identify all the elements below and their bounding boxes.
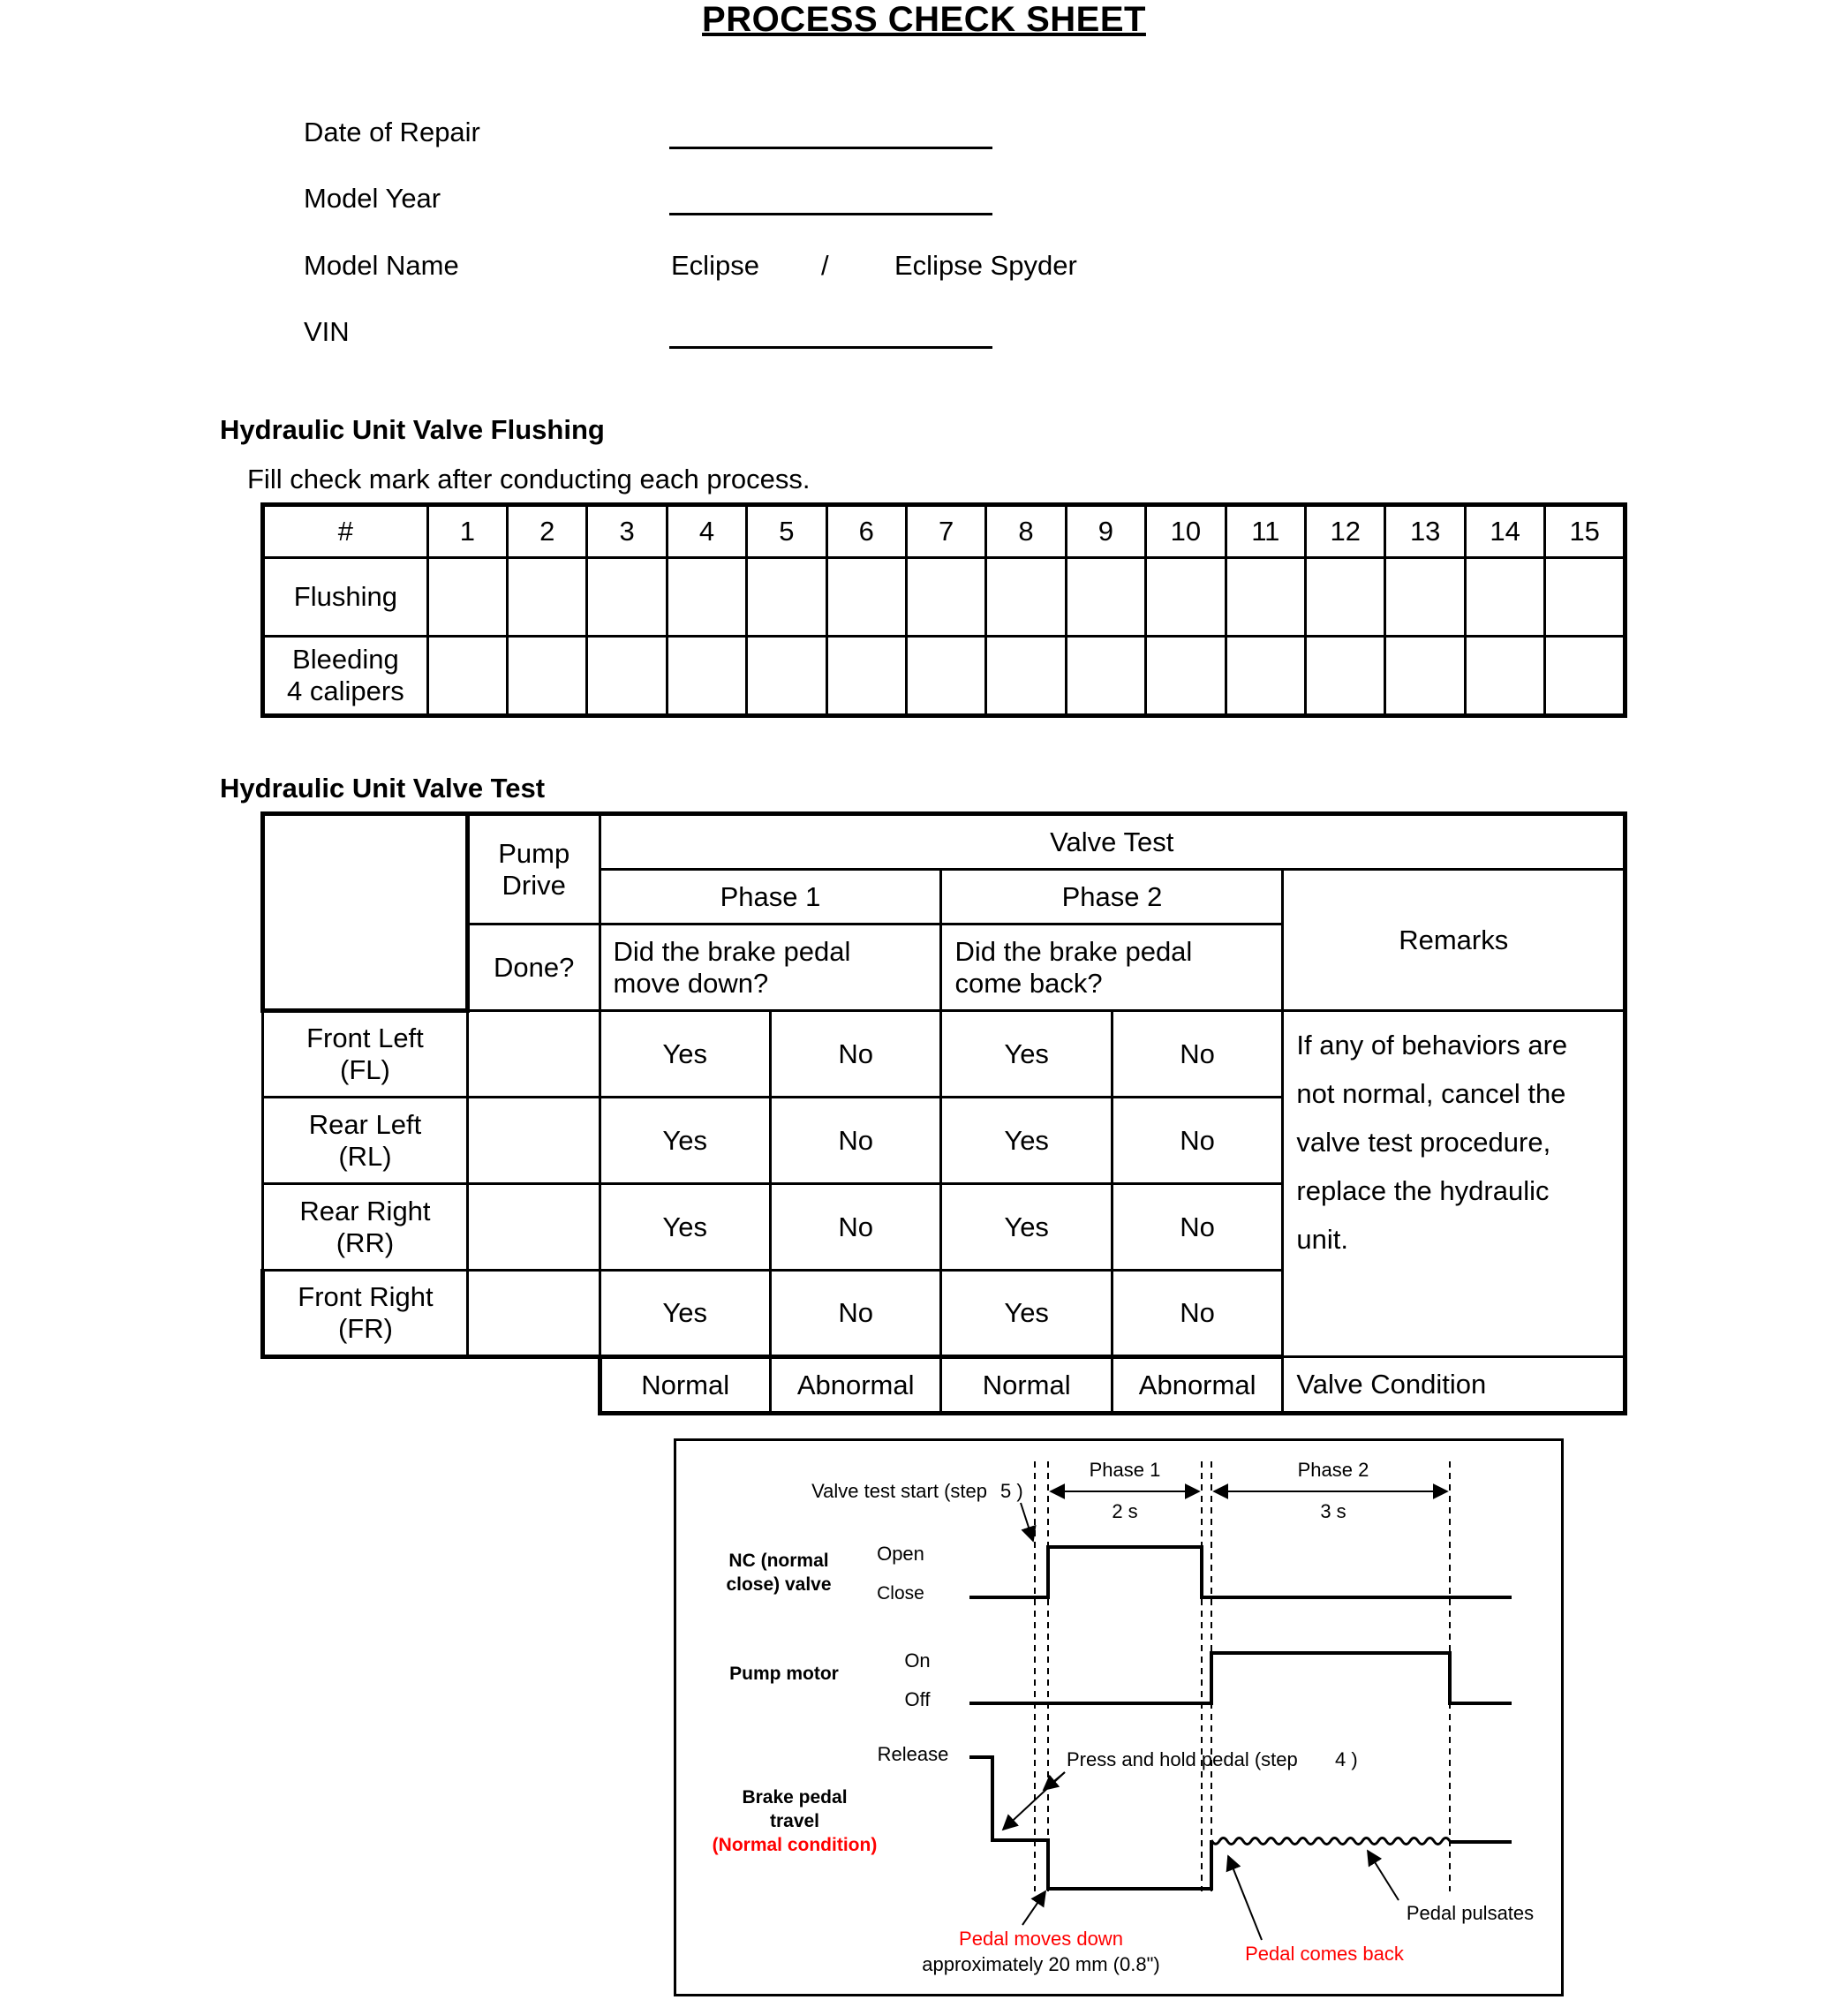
check-cell[interactable] [427,558,507,637]
check-cell[interactable] [1545,637,1625,716]
wheel-label [263,1011,468,1098]
remarks-line: If any of behaviors are [1296,1030,1568,1060]
phase2-no[interactable]: No [1112,1011,1283,1098]
done-header: Done? [467,925,600,1011]
press-hold-step: 4 ) [1335,1748,1358,1770]
off-label: Off [904,1688,931,1710]
phase2-question [941,925,1283,1011]
check-cell[interactable] [1385,558,1465,637]
wheel-code: (FR) [337,1313,393,1344]
phase1-question [600,925,941,1011]
phase1-yes[interactable]: Yes [600,1271,770,1357]
pump-drive-line2: Drive [502,869,566,901]
bleeding-label-line2: 4 calipers [287,675,404,706]
pedal-back-arrow [1228,1856,1262,1940]
flushing-header-row [263,505,1625,558]
wheel-row-fl [263,1011,1625,1098]
blank-corner [263,814,468,1011]
check-cell[interactable] [1306,558,1385,637]
done-check-cell[interactable] [467,1011,600,1098]
phase2-time: 3 s [1320,1500,1346,1522]
column-header: 3 [587,505,667,558]
column-header: 4 [667,505,746,558]
column-header: 2 [508,505,587,558]
bleeding-label-line1: Bleeding [292,644,399,675]
phase1-question-line1: Did the brake pedal [613,935,851,967]
remarks-line: unit. [1296,1224,1349,1255]
check-cell[interactable] [747,637,826,716]
phase2-question-line1: Did the brake pedal [954,935,1193,967]
wheel-label [263,1184,468,1271]
column-header: 10 [1146,505,1226,558]
phase2-yes[interactable]: Yes [941,1271,1112,1357]
model-option-eclipse[interactable]: Eclipse [671,250,759,281]
brake-pedal-signal [969,1757,1211,1889]
check-cell[interactable] [1226,637,1305,716]
phase1-yes[interactable]: Yes [600,1098,770,1184]
pedal-down-sub: approximately 20 mm (0.8") [922,1953,1160,1975]
check-cell[interactable] [1066,558,1145,637]
bleeding-row-label [263,637,428,716]
phase1-yes[interactable]: Yes [600,1011,770,1098]
check-cell[interactable] [906,558,985,637]
check-cell[interactable] [667,558,746,637]
check-cell[interactable] [1146,637,1226,716]
dashed-guides [1035,1461,1450,1891]
valve-start-arrow [1021,1503,1033,1541]
check-cell[interactable] [508,637,587,716]
phase2-header: Phase 2 [941,870,1283,925]
press-hold-label: Press and hold pedal (step [1067,1748,1298,1770]
pedal-down-label: Pedal moves down [959,1928,1123,1950]
bleeding-row [263,637,1625,716]
phase2-no[interactable]: No [1112,1098,1283,1184]
pulsates-arrow [1368,1851,1399,1900]
check-cell[interactable] [1385,637,1465,716]
wheel-name: Front Right [298,1281,434,1312]
column-header: 5 [747,505,826,558]
pump-motor-label: Pump motor [729,1664,839,1684]
close-label: Close [877,1583,924,1604]
column-header: 11 [1226,505,1305,558]
model-name-label: Model Name [304,250,459,281]
phase2-label: Phase 2 [1297,1459,1369,1481]
wheel-code: (RL) [338,1140,392,1172]
phase2-no[interactable]: No [1112,1184,1283,1271]
flushing-row [263,558,1625,637]
press-hold-arrow-2 [1044,1772,1065,1790]
check-cell[interactable] [587,558,667,637]
remarks-header: Remarks [1283,870,1625,1011]
check-cell[interactable] [1545,558,1625,637]
pedal-down-arrow [1022,1891,1045,1925]
page-title: PROCESS CHECK SHEET [702,0,1146,39]
on-label: On [904,1649,931,1672]
flushing-heading: Hydraulic Unit Valve Flushing [220,414,605,445]
pump-drive-line1: Pump [498,837,570,869]
check-cell[interactable] [747,558,826,637]
valve-test-table [260,811,1627,1415]
remarks-line: replace the hydraulic [1296,1175,1550,1206]
check-cell[interactable] [1066,637,1145,716]
phase1-header: Phase 1 [600,870,941,925]
phase1-question-line2: move down? [613,967,769,999]
valve-start-label: Valve test start (step [811,1480,987,1502]
wheel-code: (RR) [336,1226,395,1258]
pedal-pulse-wave [1211,1838,1450,1845]
valve-test-row-a [263,814,1625,870]
valve-test-heading: Hydraulic Unit Valve Test [220,773,546,804]
corner-cell: # [263,505,428,558]
condition-normal[interactable]: Normal [600,1357,770,1414]
valve-condition-row [263,1357,1625,1414]
empty-cell [263,1357,468,1414]
pedal-pulsates-label: Pedal pulsates [1406,1902,1535,1924]
normal-condition-label: (Normal condition) [712,1835,878,1855]
column-header: 15 [1545,505,1625,558]
check-cell[interactable] [986,637,1066,716]
brake-pedal-label-1: Brake pedal [742,1787,848,1808]
phase1-no[interactable]: No [770,1098,941,1184]
timing-diagram-svg [676,1441,1561,1994]
model-separator: / [821,250,829,281]
column-header: 8 [986,505,1066,558]
phase1-no[interactable]: No [770,1011,941,1098]
column-header: 12 [1306,505,1385,558]
flushing-instruction: Fill check mark after conducting each process. [247,464,811,494]
pump-motor-signal [969,1653,1512,1703]
check-cell[interactable] [1306,637,1385,716]
wheel-label [263,1271,468,1357]
column-header: 13 [1385,505,1465,558]
condition-abnormal[interactable]: Abnormal [1112,1357,1283,1414]
check-cell[interactable] [508,558,587,637]
phase2-yes[interactable]: Yes [941,1011,1112,1098]
empty-cell [467,1357,600,1414]
phase2-yes[interactable]: Yes [941,1184,1112,1271]
phase1-no[interactable]: No [770,1271,941,1357]
phase1-time: 2 s [1112,1500,1138,1522]
condition-normal[interactable]: Normal [941,1357,1112,1414]
check-cell[interactable] [587,637,667,716]
valve-condition-label: Valve Condition [1283,1357,1625,1414]
nc-valve-label-1: NC (normal [728,1551,829,1571]
done-check-cell[interactable] [467,1271,600,1357]
pump-drive-header [467,814,600,925]
done-check-cell[interactable] [467,1184,600,1271]
nc-valve-signal [969,1547,1512,1597]
brake-pedal-label-2: travel [769,1811,820,1831]
remarks-line: valve test procedure, [1296,1127,1551,1158]
wheel-name: Rear Right [299,1195,431,1226]
phase1-no[interactable]: No [770,1184,941,1271]
phase1-yes[interactable]: Yes [600,1184,770,1271]
column-header: 6 [826,505,906,558]
wheel-label [263,1098,468,1184]
column-header: 7 [906,505,985,558]
check-cell[interactable] [1465,558,1544,637]
date-of-repair-label: Date of Repair [304,117,480,147]
wheel-name: Rear Left [308,1108,422,1140]
model-option-eclipse-spyder[interactable]: Eclipse Spyder [894,250,1077,281]
date-of-repair-field[interactable] [669,147,992,149]
check-cell[interactable] [1465,637,1544,716]
open-label: Open [877,1543,924,1565]
check-cell[interactable] [427,637,507,716]
check-cell[interactable] [667,637,746,716]
vin-label: VIN [304,316,350,347]
phase2-question-line2: come back? [954,967,1103,999]
nc-valve-label-2: close) valve [726,1574,832,1595]
remarks-line: not normal, cancel the [1296,1078,1566,1109]
check-cell[interactable] [1226,558,1305,637]
valve-start-step: 5 ) [1000,1480,1023,1502]
phase2-no[interactable]: No [1112,1271,1283,1357]
timing-diagram [674,1438,1564,1996]
valve-test-header: Valve Test [600,814,1625,870]
condition-abnormal[interactable]: Abnormal [770,1357,941,1414]
release-label: Release [877,1743,949,1765]
phase2-yes[interactable]: Yes [941,1098,1112,1184]
flushing-table [260,502,1627,718]
wheel-name: Front Left [306,1023,424,1053]
check-cell[interactable] [906,637,985,716]
column-header: 1 [427,505,507,558]
check-cell[interactable] [1146,558,1226,637]
remarks-text [1283,1011,1625,1357]
done-check-cell[interactable] [467,1098,600,1184]
check-cell[interactable] [986,558,1066,637]
pedal-back-label: Pedal comes back [1245,1943,1404,1965]
column-header: 14 [1465,505,1544,558]
wheel-code: (FL) [340,1054,390,1085]
model-year-label: Model Year [304,183,441,214]
column-header: 9 [1066,505,1145,558]
phase1-label: Phase 1 [1089,1459,1161,1481]
model-year-field[interactable] [669,213,992,215]
check-cell[interactable] [826,558,906,637]
flushing-row-label: Flushing [263,558,428,637]
check-cell[interactable] [826,637,906,716]
vin-field[interactable] [669,346,992,349]
